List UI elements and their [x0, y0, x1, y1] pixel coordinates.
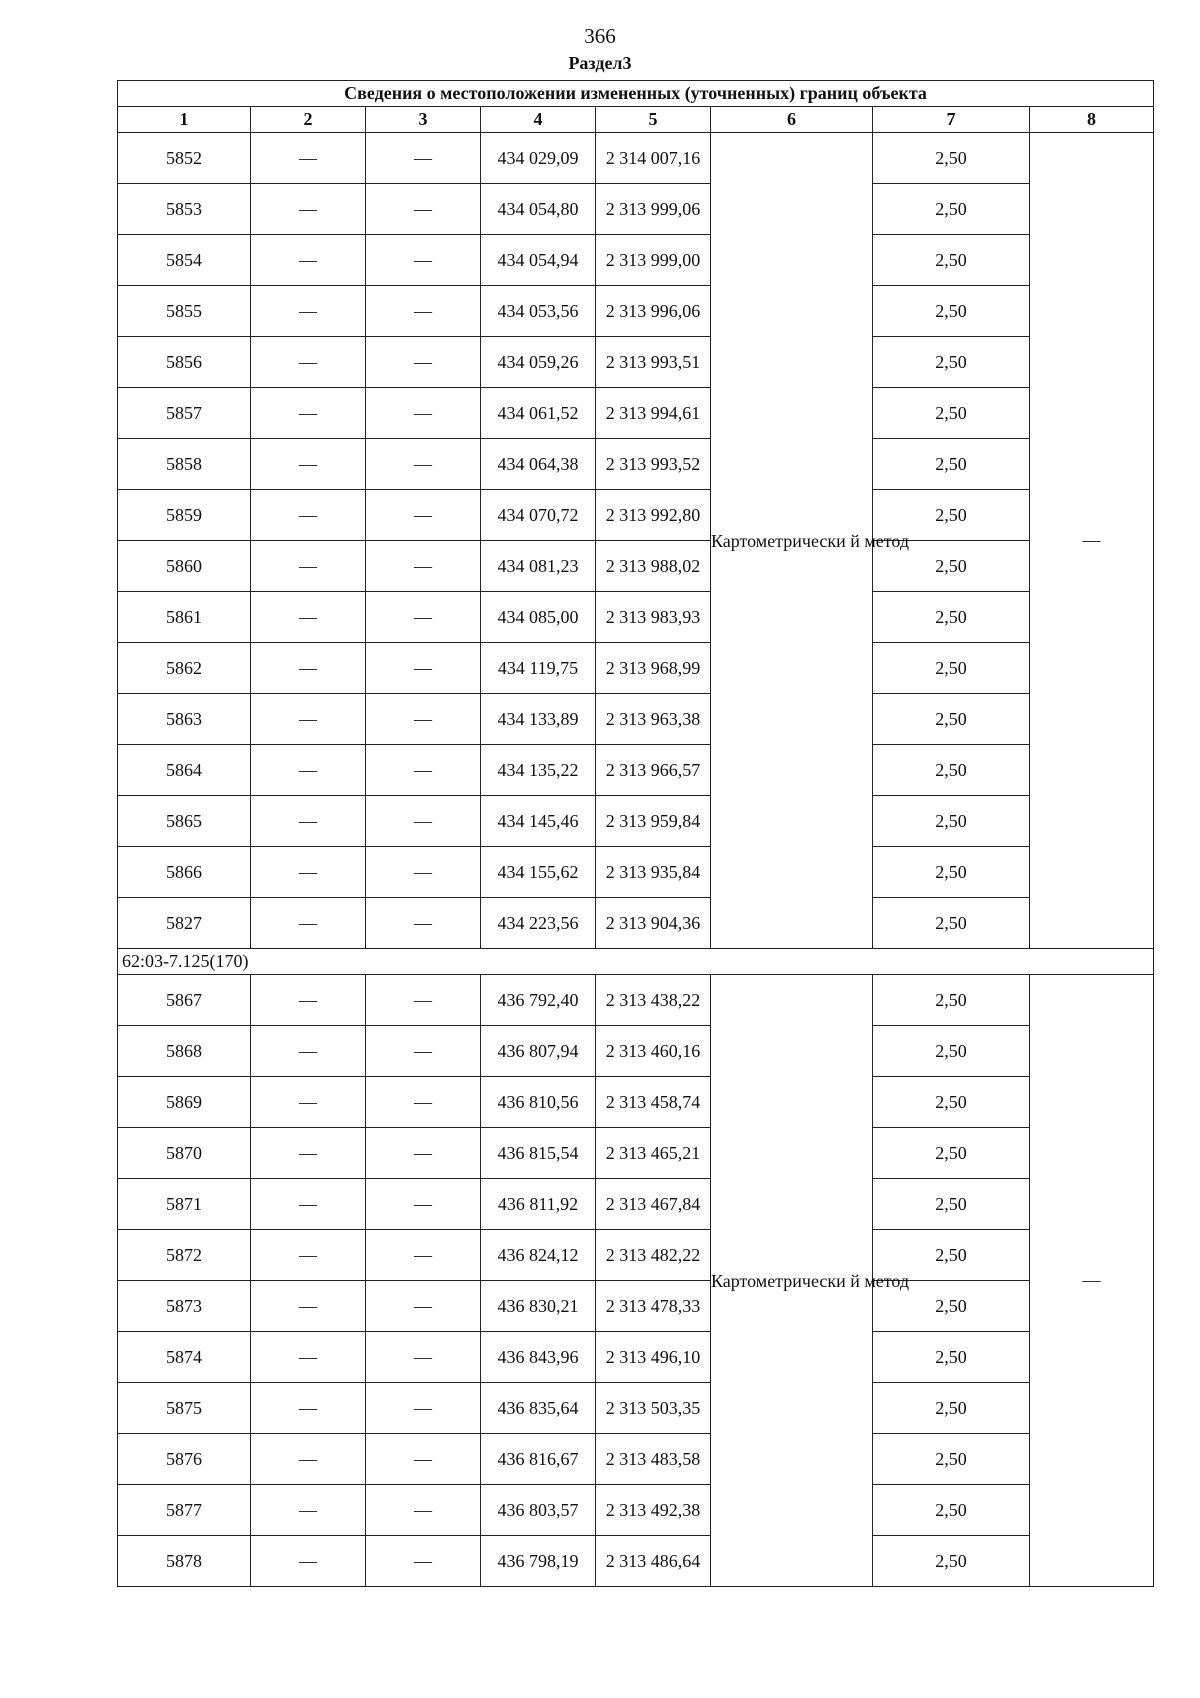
x-coordinate-cell: 436 843,96: [481, 1332, 596, 1383]
accuracy-cell: 2,50: [873, 235, 1030, 286]
point-number-cell: 5858: [118, 439, 251, 490]
accuracy-cell: 2,50: [873, 975, 1030, 1026]
point-number-cell: 5868: [118, 1026, 251, 1077]
table-row: [118, 694, 1154, 745]
column-3-cell: —: [366, 439, 481, 490]
table-row: [118, 1077, 1154, 1128]
x-coordinate-cell: 434 081,23: [481, 541, 596, 592]
y-coordinate-cell: 2 313 999,00: [596, 235, 711, 286]
accuracy-cell: 2,50: [873, 1281, 1030, 1332]
x-coordinate-cell: 436 830,21: [481, 1281, 596, 1332]
x-coordinate-cell: 434 059,26: [481, 337, 596, 388]
column-2-cell: —: [251, 337, 366, 388]
column-3-cell: —: [366, 133, 481, 184]
accuracy-cell: 2,50: [873, 1332, 1030, 1383]
column-number-header: 5: [596, 107, 711, 133]
column-2-cell: —: [251, 1230, 366, 1281]
point-number-cell: 5874: [118, 1332, 251, 1383]
accuracy-cell: 2,50: [873, 592, 1030, 643]
y-coordinate-cell: 2 313 968,99: [596, 643, 711, 694]
x-coordinate-cell: 436 798,19: [481, 1536, 596, 1587]
accuracy-cell: 2,50: [873, 694, 1030, 745]
x-coordinate-cell: 434 155,62: [481, 847, 596, 898]
column-2-cell: —: [251, 133, 366, 184]
accuracy-cell: 2,50: [873, 847, 1030, 898]
column-2-cell: —: [251, 694, 366, 745]
column-2-cell: —: [251, 388, 366, 439]
table-row: [118, 286, 1154, 337]
x-coordinate-cell: 434 070,72: [481, 490, 596, 541]
point-number-cell: 5862: [118, 643, 251, 694]
point-number-cell: 5860: [118, 541, 251, 592]
column-3-cell: —: [366, 796, 481, 847]
accuracy-cell: 2,50: [873, 745, 1030, 796]
table-row: [118, 133, 1154, 184]
table-caption: Сведения о местоположении измененных (уточненных) границ объекта: [118, 81, 1154, 107]
y-coordinate-cell: 2 313 994,61: [596, 388, 711, 439]
table-body: [118, 133, 1154, 1587]
column-3-cell: —: [366, 286, 481, 337]
y-coordinate-cell: 2 313 492,38: [596, 1485, 711, 1536]
column-number-header: 7: [873, 107, 1030, 133]
table-row: [118, 1332, 1154, 1383]
column-2-cell: —: [251, 1536, 366, 1587]
accuracy-cell: 2,50: [873, 1485, 1030, 1536]
column-2-cell: —: [251, 184, 366, 235]
column-number-header: 4: [481, 107, 596, 133]
x-coordinate-cell: 434 053,56: [481, 286, 596, 337]
column-3-cell: —: [366, 847, 481, 898]
group-label-row: [118, 949, 1154, 975]
y-coordinate-cell: 2 313 959,84: [596, 796, 711, 847]
column-8-cell: —: [1030, 975, 1154, 1587]
y-coordinate-cell: 2 313 496,10: [596, 1332, 711, 1383]
point-number-cell: 5869: [118, 1077, 251, 1128]
y-coordinate-cell: 2 314 007,16: [596, 133, 711, 184]
column-2-cell: —: [251, 1332, 366, 1383]
x-coordinate-cell: 434 119,75: [481, 643, 596, 694]
point-number-cell: 5861: [118, 592, 251, 643]
y-coordinate-cell: 2 313 999,06: [596, 184, 711, 235]
column-8-cell: —: [1030, 133, 1154, 949]
column-2-cell: —: [251, 1281, 366, 1332]
accuracy-cell: 2,50: [873, 1077, 1030, 1128]
accuracy-cell: 2,50: [873, 1026, 1030, 1077]
point-number-cell: 5866: [118, 847, 251, 898]
y-coordinate-cell: 2 313 983,93: [596, 592, 711, 643]
x-coordinate-cell: 434 145,46: [481, 796, 596, 847]
column-3-cell: —: [366, 235, 481, 286]
y-coordinate-cell: 2 313 465,21: [596, 1128, 711, 1179]
group-label: 62:03-7.125(170): [118, 949, 1154, 975]
column-2-cell: —: [251, 847, 366, 898]
point-number-cell: 5876: [118, 1434, 251, 1485]
x-coordinate-cell: 434 054,80: [481, 184, 596, 235]
accuracy-cell: 2,50: [873, 184, 1030, 235]
column-3-cell: —: [366, 1230, 481, 1281]
table-row: [118, 541, 1154, 592]
point-number-cell: 5855: [118, 286, 251, 337]
y-coordinate-cell: 2 313 993,51: [596, 337, 711, 388]
column-number-header: 6: [711, 107, 873, 133]
accuracy-cell: 2,50: [873, 898, 1030, 949]
table-row: [118, 388, 1154, 439]
column-2-cell: —: [251, 975, 366, 1026]
point-number-cell: 5854: [118, 235, 251, 286]
column-2-cell: —: [251, 1485, 366, 1536]
column-3-cell: —: [366, 1383, 481, 1434]
y-coordinate-cell: 2 313 904,36: [596, 898, 711, 949]
column-3-cell: —: [366, 1281, 481, 1332]
column-3-cell: —: [366, 1026, 481, 1077]
table-row: [118, 592, 1154, 643]
column-2-cell: —: [251, 490, 366, 541]
y-coordinate-cell: 2 313 966,57: [596, 745, 711, 796]
accuracy-cell: 2,50: [873, 286, 1030, 337]
table-row: [118, 1485, 1154, 1536]
table-row: [118, 1026, 1154, 1077]
y-coordinate-cell: 2 313 483,58: [596, 1434, 711, 1485]
column-3-cell: —: [366, 1128, 481, 1179]
accuracy-cell: 2,50: [873, 1434, 1030, 1485]
accuracy-cell: 2,50: [873, 1536, 1030, 1587]
accuracy-cell: 2,50: [873, 643, 1030, 694]
column-numbers-row: [118, 107, 1154, 133]
point-number-cell: 5873: [118, 1281, 251, 1332]
column-3-cell: —: [366, 1485, 481, 1536]
y-coordinate-cell: 2 313 482,22: [596, 1230, 711, 1281]
y-coordinate-cell: 2 313 467,84: [596, 1179, 711, 1230]
accuracy-cell: 2,50: [873, 337, 1030, 388]
column-3-cell: —: [366, 1179, 481, 1230]
column-3-cell: —: [366, 1434, 481, 1485]
column-3-cell: —: [366, 1077, 481, 1128]
y-coordinate-cell: 2 313 460,16: [596, 1026, 711, 1077]
accuracy-cell: 2,50: [873, 796, 1030, 847]
point-number-cell: 5878: [118, 1536, 251, 1587]
table-row: [118, 490, 1154, 541]
y-coordinate-cell: 2 313 963,38: [596, 694, 711, 745]
x-coordinate-cell: 434 061,52: [481, 388, 596, 439]
accuracy-cell: 2,50: [873, 388, 1030, 439]
column-3-cell: —: [366, 1332, 481, 1383]
x-coordinate-cell: 436 810,56: [481, 1077, 596, 1128]
column-2-cell: —: [251, 1026, 366, 1077]
accuracy-cell: 2,50: [873, 133, 1030, 184]
x-coordinate-cell: 436 811,92: [481, 1179, 596, 1230]
accuracy-cell: 2,50: [873, 490, 1030, 541]
point-number-cell: 5875: [118, 1383, 251, 1434]
x-coordinate-cell: 436 815,54: [481, 1128, 596, 1179]
table-row: [118, 1128, 1154, 1179]
point-number-cell: 5856: [118, 337, 251, 388]
point-number-cell: 5865: [118, 796, 251, 847]
column-3-cell: —: [366, 490, 481, 541]
point-number-cell: 5864: [118, 745, 251, 796]
y-coordinate-cell: 2 313 438,22: [596, 975, 711, 1026]
point-number-cell: 5870: [118, 1128, 251, 1179]
y-coordinate-cell: 2 313 478,33: [596, 1281, 711, 1332]
column-number-header: 8: [1030, 107, 1154, 133]
point-number-cell: 5867: [118, 975, 251, 1026]
accuracy-cell: 2,50: [873, 1230, 1030, 1281]
x-coordinate-cell: 434 085,00: [481, 592, 596, 643]
x-coordinate-cell: 434 223,56: [481, 898, 596, 949]
column-2-cell: —: [251, 745, 366, 796]
table-row: [118, 643, 1154, 694]
table-row: [118, 796, 1154, 847]
column-2-cell: —: [251, 1383, 366, 1434]
y-coordinate-cell: 2 313 996,06: [596, 286, 711, 337]
column-3-cell: —: [366, 541, 481, 592]
y-coordinate-cell: 2 313 992,80: [596, 490, 711, 541]
table-row: [118, 184, 1154, 235]
point-number-cell: 5877: [118, 1485, 251, 1536]
table-row: [118, 1536, 1154, 1587]
y-coordinate-cell: 2 313 486,64: [596, 1536, 711, 1587]
table-row: [118, 1230, 1154, 1281]
method-cell: Картометрически й метод: [711, 975, 873, 1587]
column-3-cell: —: [366, 1536, 481, 1587]
column-3-cell: —: [366, 337, 481, 388]
column-3-cell: —: [366, 745, 481, 796]
x-coordinate-cell: 436 803,57: [481, 1485, 596, 1536]
boundary-coordinates-table: [117, 80, 1154, 1587]
column-3-cell: —: [366, 975, 481, 1026]
accuracy-cell: 2,50: [873, 1383, 1030, 1434]
column-2-cell: —: [251, 541, 366, 592]
x-coordinate-cell: 434 133,89: [481, 694, 596, 745]
x-coordinate-cell: 436 824,12: [481, 1230, 596, 1281]
point-number-cell: 5871: [118, 1179, 251, 1230]
point-number-cell: 5863: [118, 694, 251, 745]
x-coordinate-cell: 434 064,38: [481, 439, 596, 490]
column-2-cell: —: [251, 1434, 366, 1485]
point-number-cell: 5852: [118, 133, 251, 184]
table-row: [118, 745, 1154, 796]
column-2-cell: —: [251, 1128, 366, 1179]
accuracy-cell: 2,50: [873, 541, 1030, 592]
x-coordinate-cell: 434 054,94: [481, 235, 596, 286]
column-number-header: 2: [251, 107, 366, 133]
column-2-cell: —: [251, 796, 366, 847]
y-coordinate-cell: 2 313 993,52: [596, 439, 711, 490]
point-number-cell: 5857: [118, 388, 251, 439]
table-row: [118, 975, 1154, 1026]
column-3-cell: —: [366, 898, 481, 949]
accuracy-cell: 2,50: [873, 439, 1030, 490]
point-number-cell: 5827: [118, 898, 251, 949]
table-row: [118, 337, 1154, 388]
column-2-cell: —: [251, 592, 366, 643]
table-row: [118, 1383, 1154, 1434]
column-2-cell: —: [251, 1179, 366, 1230]
table-row: [118, 1434, 1154, 1485]
point-number-cell: 5872: [118, 1230, 251, 1281]
table-row: [118, 1179, 1154, 1230]
point-number-cell: 5859: [118, 490, 251, 541]
x-coordinate-cell: 436 835,64: [481, 1383, 596, 1434]
column-3-cell: —: [366, 184, 481, 235]
x-coordinate-cell: 434 135,22: [481, 745, 596, 796]
x-coordinate-cell: 436 792,40: [481, 975, 596, 1026]
x-coordinate-cell: 436 807,94: [481, 1026, 596, 1077]
column-number-header: 3: [366, 107, 481, 133]
table-row: [118, 235, 1154, 286]
method-cell: Картометрически й метод: [711, 133, 873, 949]
column-2-cell: —: [251, 286, 366, 337]
column-2-cell: —: [251, 643, 366, 694]
point-number-cell: 5853: [118, 184, 251, 235]
accuracy-cell: 2,50: [873, 1179, 1030, 1230]
column-3-cell: —: [366, 643, 481, 694]
page-number: 366: [584, 24, 616, 48]
y-coordinate-cell: 2 313 988,02: [596, 541, 711, 592]
column-3-cell: —: [366, 388, 481, 439]
column-3-cell: —: [366, 694, 481, 745]
table-row: [118, 1281, 1154, 1332]
column-number-header: 1: [118, 107, 251, 133]
y-coordinate-cell: 2 313 458,74: [596, 1077, 711, 1128]
x-coordinate-cell: 434 029,09: [481, 133, 596, 184]
column-2-cell: —: [251, 235, 366, 286]
column-2-cell: —: [251, 439, 366, 490]
accuracy-cell: 2,50: [873, 1128, 1030, 1179]
table-row: [118, 847, 1154, 898]
section-title: Раздел3: [568, 53, 632, 73]
column-2-cell: —: [251, 898, 366, 949]
y-coordinate-cell: 2 313 935,84: [596, 847, 711, 898]
y-coordinate-cell: 2 313 503,35: [596, 1383, 711, 1434]
table-row: [118, 439, 1154, 490]
x-coordinate-cell: 436 816,67: [481, 1434, 596, 1485]
column-2-cell: —: [251, 1077, 366, 1128]
table-row: [118, 898, 1154, 949]
column-3-cell: —: [366, 592, 481, 643]
